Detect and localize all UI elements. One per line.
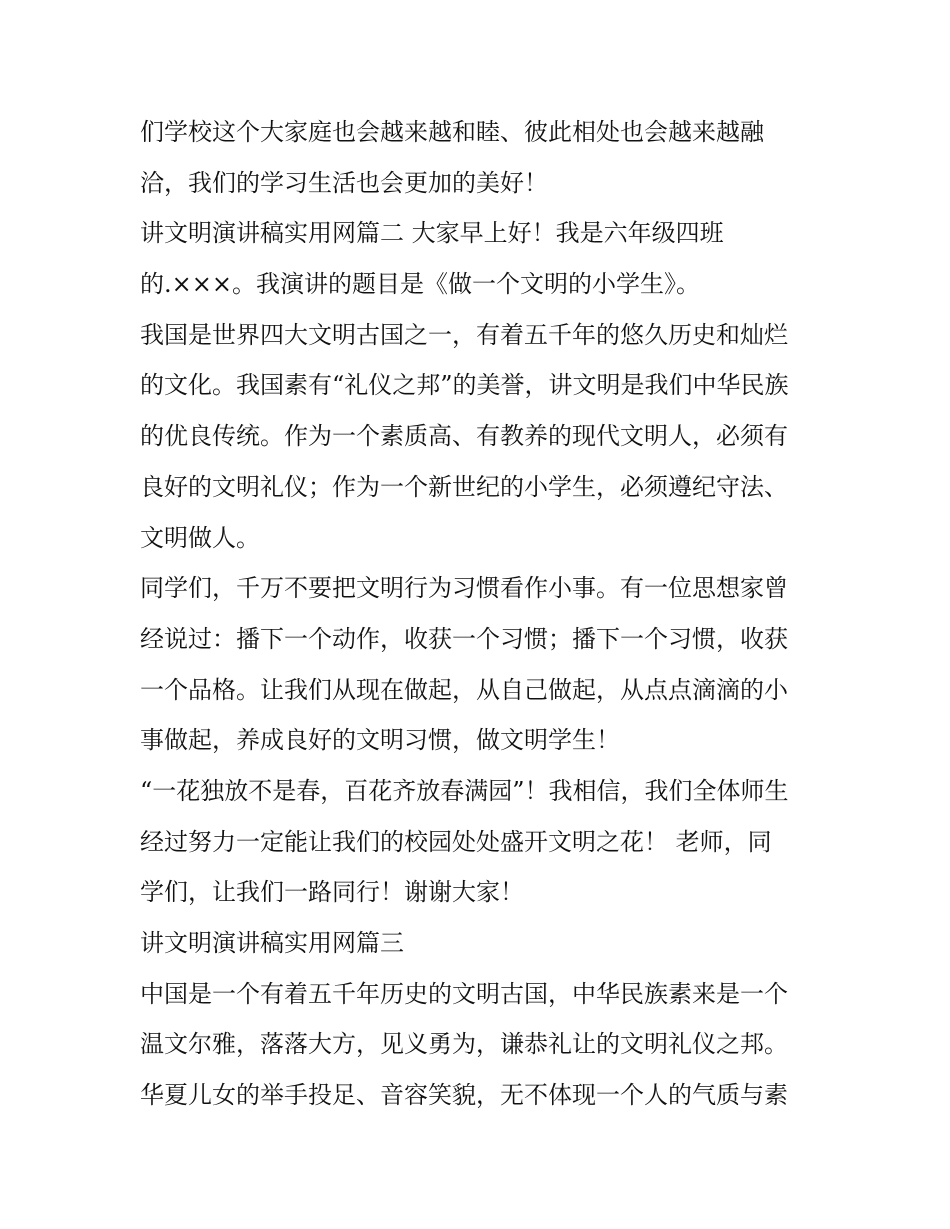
text-line: 的优良传统。作为一个素质高、有教养的现代文明人，必须有 <box>140 422 788 451</box>
text-line: 学们，让我们一路同行！谢谢大家！ <box>140 878 524 907</box>
text-line: 华夏儿女的举手投足、音容笑貌，无不体现一个人的气质与素 <box>140 1081 788 1110</box>
text-line: “一花独放不是春，百花齐放春满园”！我相信，我们全体师生 <box>140 776 789 805</box>
text-line: 良好的文明礼仪；作为一个新世纪的小学生，必须遵纪守法、 <box>140 472 788 501</box>
text-line: 事做起，养成良好的文明习惯，做文明学生！ <box>140 726 620 755</box>
text-line: 的文化。我国素有“礼仪之邦”的美誉，讲文明是我们中华民族 <box>140 371 789 400</box>
text-line: 洽，我们的学习生活也会更加的美好！ <box>140 168 548 197</box>
text-line: 同学们，千万不要把文明行为习惯看作小事。有一位思想家曾 <box>140 574 788 603</box>
text-line: 我国是世界四大文明古国之一，有着五千年的悠久历史和灿烂 <box>140 320 788 349</box>
text-line: 文明做人。 <box>140 523 260 552</box>
text-line: 一个品格。让我们从现在做起，从自己做起，从点点滴滴的小 <box>140 675 788 704</box>
document-body <box>140 107 820 1121</box>
text-line: 经说过：播下一个动作，收获一个习惯；播下一个习惯，收获 <box>140 624 788 653</box>
text-line: 讲文明演讲稿实用网篇二 大家早上好！我是六年级四班 <box>140 219 724 248</box>
text-line: 经过努力一定能让我们的校园处处盛开文明之花！ 老师，同 <box>140 827 772 856</box>
text-line: 温文尔雅，落落大方，见义勇为，谦恭礼让的文明礼仪之邦。 <box>140 1030 788 1059</box>
text-line: 中国是一个有着五千年历史的文明古国，中华民族素来是一个 <box>140 979 788 1008</box>
section-heading: 讲文明演讲稿实用网篇三 <box>140 929 404 957</box>
text-line: 们学校这个大家庭也会越来越和睦、彼此相处也会越来越融 <box>140 118 764 146</box>
text-line: 的.×××。我演讲的题目是《做一个文明的小学生》。 <box>140 270 700 299</box>
